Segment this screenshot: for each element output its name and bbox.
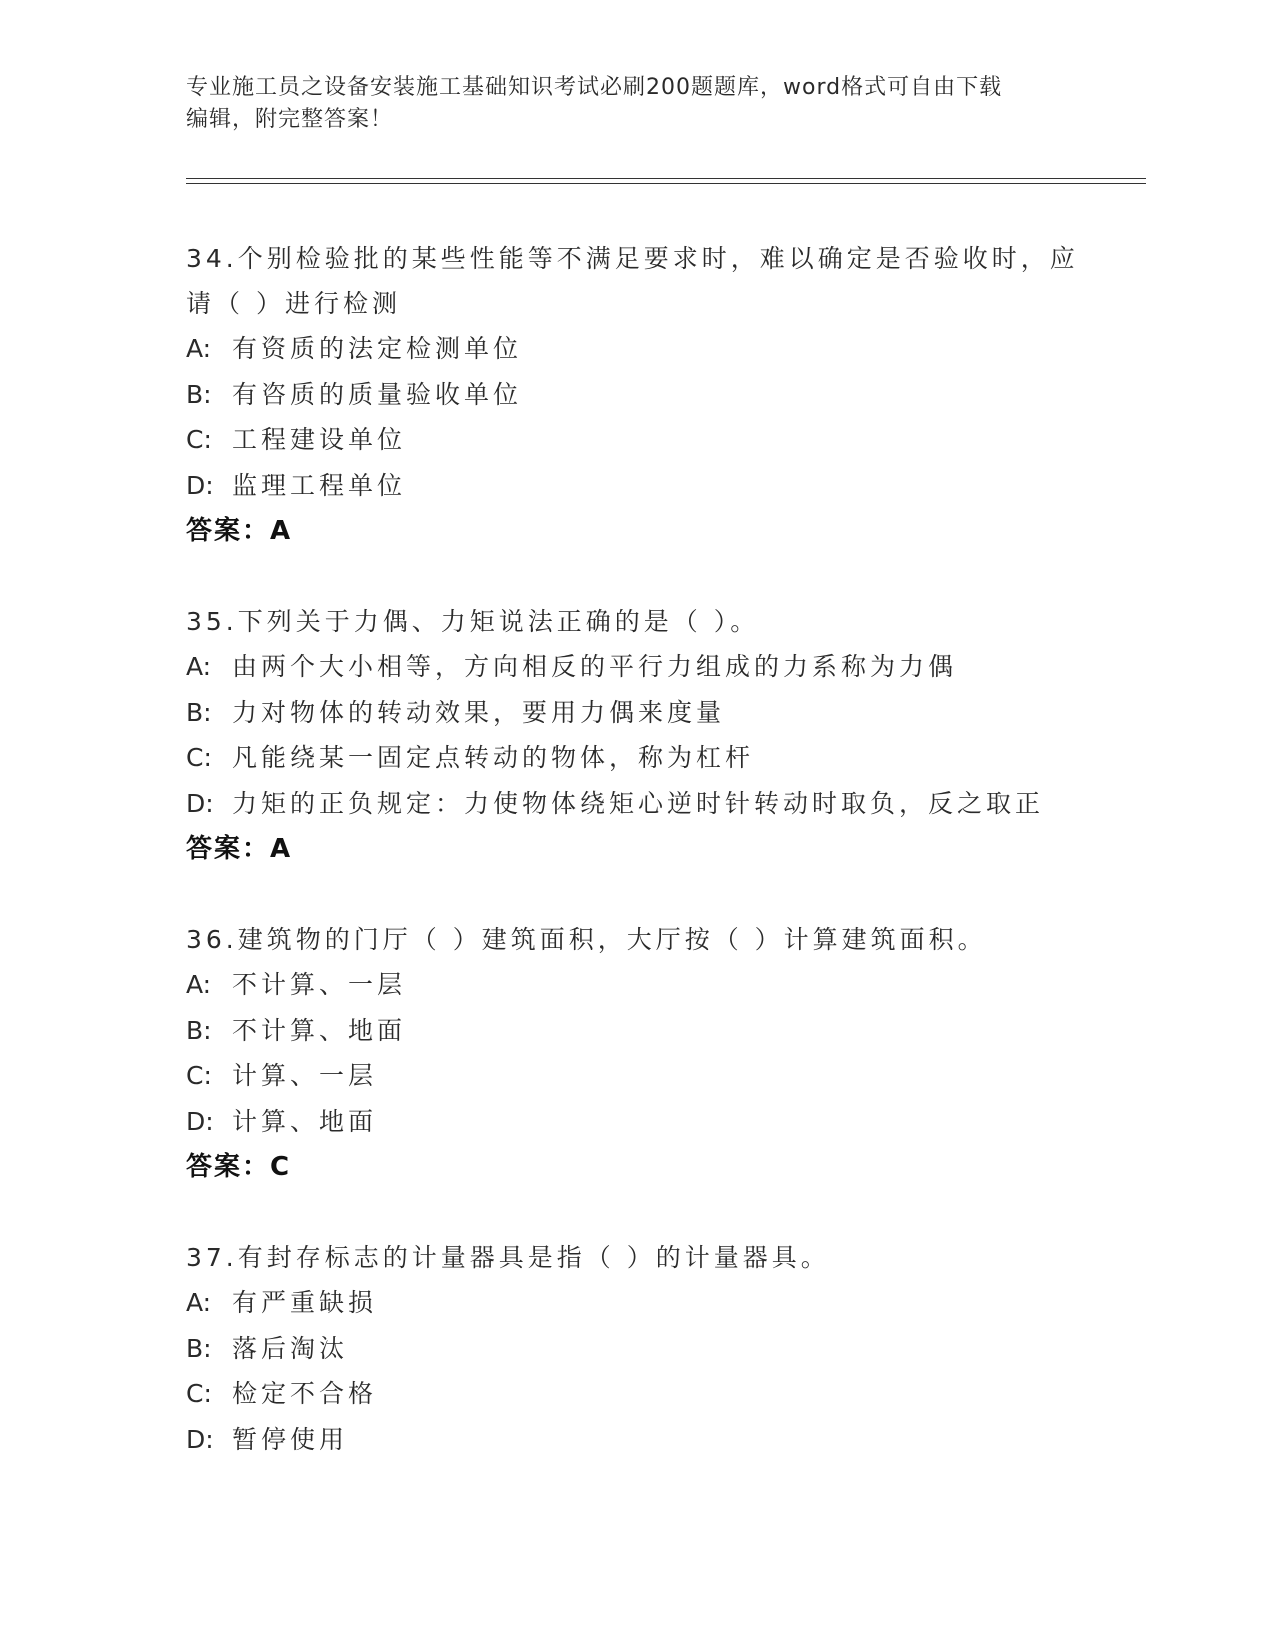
- option-text: 有咨质的质量验收单位: [232, 379, 523, 409]
- option-b: [186, 1008, 1086, 1054]
- option-text: 凡能绕某一固定点转动的物体，称为杠杆: [232, 743, 755, 772]
- option-letter: B:: [186, 379, 212, 409]
- option-letter: C:: [186, 743, 212, 772]
- option-text: 检定不合格: [232, 1379, 378, 1408]
- option-text: 由两个大小相等，方向相反的平行力组成的力系称为力偶: [232, 652, 958, 681]
- option-letter: C:: [186, 425, 212, 454]
- question-stem-line: 36.建筑物的门厅（ ）建筑面积，大厅按（ ）计算建筑面积。: [186, 925, 987, 954]
- header-divider-bottom: [186, 183, 1146, 184]
- question-34: [186, 236, 1086, 554]
- option-d: [186, 1099, 1086, 1145]
- option-text: 暂停使用: [232, 1424, 349, 1454]
- document-header: [186, 72, 1086, 136]
- question-list: [186, 236, 1086, 1507]
- option-d: [186, 463, 1086, 509]
- question-37: [186, 1235, 1086, 1462]
- option-text: 力对物体的转动效果，要用力偶来度量: [232, 697, 726, 727]
- question-stem-line: 35.下列关于力偶、力矩说法正确的是（ ）。: [186, 607, 760, 636]
- option-text: 落后淘汰: [232, 1333, 349, 1363]
- option-letter: A:: [186, 970, 212, 999]
- answer-line: 答案：C: [186, 1152, 292, 1182]
- option-text: 有严重缺损: [232, 1288, 378, 1317]
- option-a: [186, 1280, 1086, 1326]
- option-letter: D:: [186, 470, 214, 500]
- option-letter: C:: [186, 1379, 212, 1408]
- option-text: 不计算、一层: [232, 970, 407, 999]
- option-letter: D:: [186, 788, 214, 818]
- option-a: [186, 644, 1086, 690]
- option-letter: C:: [186, 1061, 212, 1090]
- question-stem-line: 请（ ）进行检测: [186, 289, 401, 318]
- option-c: [186, 417, 1086, 463]
- answer-line: 答案：A: [186, 834, 293, 864]
- option-letter: D:: [186, 1106, 214, 1136]
- option-a: [186, 962, 1086, 1008]
- option-text: 计算、地面: [232, 1106, 378, 1136]
- option-text: 监理工程单位: [232, 470, 407, 500]
- header-line-2: 编辑，附完整答案！: [186, 107, 394, 132]
- option-letter: B:: [186, 1015, 212, 1045]
- option-letter: D:: [186, 1424, 214, 1454]
- option-text: 有资质的法定检测单位: [232, 334, 523, 363]
- option-b: [186, 1326, 1086, 1372]
- option-b: [186, 372, 1086, 418]
- option-c: [186, 1053, 1086, 1099]
- option-letter: A:: [186, 652, 212, 681]
- option-text: 不计算、地面: [232, 1015, 407, 1045]
- question-stem-line: 37.有封存标志的计量器具是指（ ）的计量器具。: [186, 1243, 830, 1272]
- question-36: [186, 917, 1086, 1190]
- option-text: 工程建设单位: [232, 425, 407, 454]
- option-b: [186, 690, 1086, 736]
- option-text: 力矩的正负规定：力使物体绕矩心逆时针转动时取负，反之取正: [232, 788, 1045, 818]
- option-c: [186, 735, 1086, 781]
- option-d: [186, 1417, 1086, 1463]
- header-line-1: 专业施工员之设备安装施工基础知识考试必刷200题题库，word格式可自由下载: [186, 75, 1003, 100]
- option-letter: A:: [186, 334, 212, 363]
- header-divider-top: [186, 178, 1146, 179]
- option-letter: B:: [186, 697, 212, 727]
- answer-line: 答案：A: [186, 516, 293, 546]
- question-stem-line: 34.个别检验批的某些性能等不满足要求时，难以确定是否验收时，应: [186, 244, 1079, 273]
- option-letter: A:: [186, 1288, 212, 1317]
- option-a: [186, 326, 1086, 372]
- option-c: [186, 1371, 1086, 1417]
- option-d: [186, 781, 1086, 827]
- option-text: 计算、一层: [232, 1061, 378, 1090]
- question-35: [186, 599, 1086, 872]
- option-letter: B:: [186, 1333, 212, 1363]
